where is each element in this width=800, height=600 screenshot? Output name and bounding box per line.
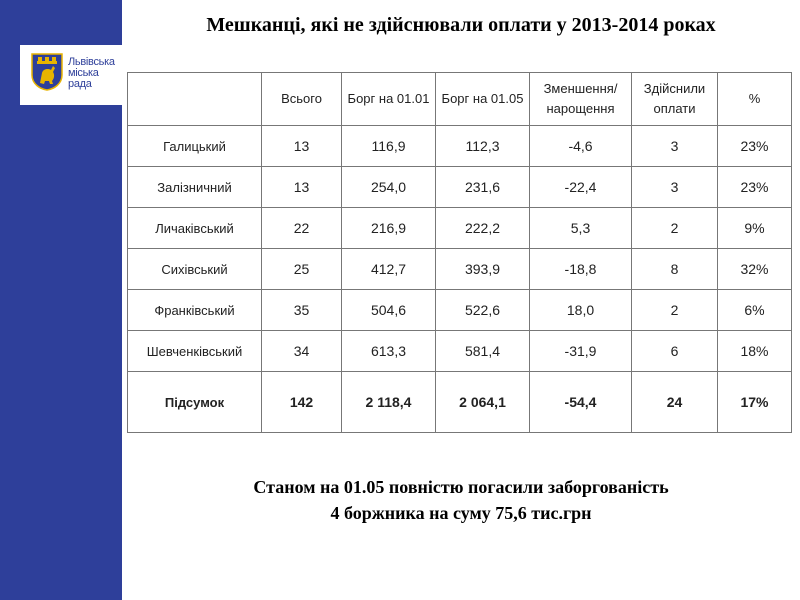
header-district bbox=[128, 73, 262, 126]
header-percent: % bbox=[718, 73, 792, 126]
percent-cell: 6% bbox=[718, 290, 792, 331]
total-cell: 22 bbox=[262, 208, 342, 249]
header-change: Зменшення/ нарощення bbox=[530, 73, 632, 126]
change-cell: -31,9 bbox=[530, 331, 632, 372]
percent-cell: 18% bbox=[718, 331, 792, 372]
change-cell: -4,6 bbox=[530, 126, 632, 167]
summary-note-line-2: 4 боржника на суму 75,6 тис.грн bbox=[330, 503, 592, 523]
logo-text bbox=[68, 57, 122, 90]
total-cell: 13 bbox=[262, 167, 342, 208]
debt-0101-cell: 412,7 bbox=[342, 249, 436, 290]
summary-note bbox=[122, 474, 800, 526]
percent-cell: 23% bbox=[718, 167, 792, 208]
debt-0101-cell: 504,6 bbox=[342, 290, 436, 331]
paid-cell: 3 bbox=[632, 167, 718, 208]
debt-0101-cell: 2 118,4 bbox=[342, 372, 436, 433]
debtors-table bbox=[127, 72, 792, 433]
debt-0105-cell: 522,6 bbox=[436, 290, 530, 331]
total-cell: 142 bbox=[262, 372, 342, 433]
logo-line-2: міська bbox=[68, 67, 99, 79]
percent-cell: 32% bbox=[718, 249, 792, 290]
logo-line-3: рада bbox=[68, 78, 92, 90]
header-debt-0101: Борг на 01.01 bbox=[342, 73, 436, 126]
debt-0105-cell: 393,9 bbox=[436, 249, 530, 290]
district-name: Шевченківський bbox=[128, 331, 262, 372]
header-total: Всього bbox=[262, 73, 342, 126]
table-row bbox=[128, 331, 792, 372]
table-row bbox=[128, 249, 792, 290]
district-name: Галицький bbox=[128, 126, 262, 167]
paid-cell: 2 bbox=[632, 208, 718, 249]
total-cell: 34 bbox=[262, 331, 342, 372]
page-title: Мешканці, які не здійснювали оплати у 2013-2014 роках bbox=[206, 14, 716, 36]
table-row bbox=[128, 290, 792, 331]
header-paid: Здійснили оплати bbox=[632, 73, 718, 126]
table-header-row bbox=[128, 73, 792, 126]
debt-0105-cell: 231,6 bbox=[436, 167, 530, 208]
debt-0105-cell: 2 064,1 bbox=[436, 372, 530, 433]
debt-0101-cell: 216,9 bbox=[342, 208, 436, 249]
total-label: Підсумок bbox=[128, 372, 262, 433]
paid-cell: 8 bbox=[632, 249, 718, 290]
change-cell: -54,4 bbox=[530, 372, 632, 433]
debt-0101-cell: 613,3 bbox=[342, 331, 436, 372]
table-total-row bbox=[128, 372, 792, 433]
logo-line-1: Львівська bbox=[68, 56, 115, 68]
city-council-logo bbox=[20, 45, 122, 105]
table-row bbox=[128, 126, 792, 167]
debt-0105-cell: 112,3 bbox=[436, 126, 530, 167]
change-cell: 5,3 bbox=[530, 208, 632, 249]
percent-cell: 9% bbox=[718, 208, 792, 249]
table-row bbox=[128, 208, 792, 249]
paid-cell: 3 bbox=[632, 126, 718, 167]
total-cell: 35 bbox=[262, 290, 342, 331]
change-cell: -18,8 bbox=[530, 249, 632, 290]
district-name: Залізничний bbox=[128, 167, 262, 208]
district-name: Личаківський bbox=[128, 208, 262, 249]
percent-cell: 23% bbox=[718, 126, 792, 167]
change-cell: 18,0 bbox=[530, 290, 632, 331]
debt-0101-cell: 254,0 bbox=[342, 167, 436, 208]
district-name: Франківський bbox=[128, 290, 262, 331]
change-cell: -22,4 bbox=[530, 167, 632, 208]
summary-note-line-1: Станом на 01.05 повністю погасили заборгованість bbox=[253, 477, 669, 497]
table-row bbox=[128, 167, 792, 208]
total-cell: 25 bbox=[262, 249, 342, 290]
header-debt-0105: Борг на 01.05 bbox=[436, 73, 530, 126]
paid-cell: 24 bbox=[632, 372, 718, 433]
total-cell: 13 bbox=[262, 126, 342, 167]
debt-0105-cell: 581,4 bbox=[436, 331, 530, 372]
lion-emblem-icon bbox=[31, 53, 63, 91]
paid-cell: 2 bbox=[632, 290, 718, 331]
district-name: Сихівський bbox=[128, 249, 262, 290]
paid-cell: 6 bbox=[632, 331, 718, 372]
debt-0101-cell: 116,9 bbox=[342, 126, 436, 167]
percent-cell: 17% bbox=[718, 372, 792, 433]
debt-0105-cell: 222,2 bbox=[436, 208, 530, 249]
